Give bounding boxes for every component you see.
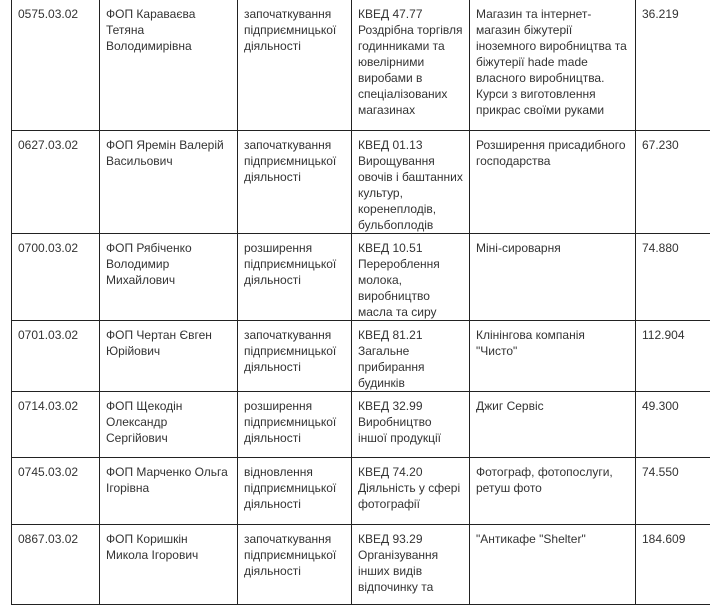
table-row — [12, 0, 710, 131]
table-row — [12, 321, 710, 392]
cell-project: Розширення присадибного господарства — [470, 131, 636, 234]
cell-project: Джиг Сервіс — [470, 392, 636, 458]
grants-table — [11, 0, 710, 605]
cell-name: ФОП Яремін Валерій Васильович — [100, 131, 238, 234]
cell-purpose: започаткування підприємницької діяльності — [238, 131, 352, 234]
cell-code: 0701.03.02 — [12, 321, 100, 392]
cell-purpose: започаткування підприємницької діяльності — [238, 525, 352, 605]
cell-kved: КВЕД 32.99 Виробництво іншої продукції — [352, 392, 470, 458]
cell-kved: КВЕД 10.51 Перероблення молока, виробництво масла та сиру — [352, 234, 470, 321]
table-row — [12, 458, 710, 525]
cell-amount: 36.219 — [636, 0, 710, 131]
cell-project: Міні-сироварня — [470, 234, 636, 321]
cell-project: "Антикафе "Shelter" — [470, 525, 636, 605]
cell-project: Магазин та інтернет-магазин біжутерії іноземного виробництва та біжутерії hade made власного виробництва. Курси з виготовлення прикрас своїми руками — [470, 0, 636, 131]
cell-amount: 49.300 — [636, 392, 710, 458]
cell-code: 0745.03.02 — [12, 458, 100, 525]
cell-code: 0627.03.02 — [12, 131, 100, 234]
cell-code: 0700.03.02 — [12, 234, 100, 321]
cell-name: ФОП Щекодін Олександр Сергійович — [100, 392, 238, 458]
table-row — [12, 234, 710, 321]
table-row — [12, 392, 710, 458]
cell-name: ФОП Караваєва Тетяна Володимирівна — [100, 0, 238, 131]
cell-name: ФОП Чертан Євген Юрійович — [100, 321, 238, 392]
cell-purpose: започаткування підприємницької діяльності — [238, 0, 352, 131]
cell-kved: КВЕД 74.20 Діяльність у сфері фотографії — [352, 458, 470, 525]
cell-project: Клінінгова компанія "Чисто" — [470, 321, 636, 392]
cell-purpose: відновлення підприємницької діяльності — [238, 458, 352, 525]
cell-purpose: започаткування підприємницької діяльності — [238, 321, 352, 392]
cell-code: 0867.03.02 — [12, 525, 100, 605]
cell-name: ФОП Коришкін Микола Ігорович — [100, 525, 238, 605]
cell-amount: 184.609 — [636, 525, 710, 605]
cell-kved: КВЕД 47.77 Роздрібна торгівля годинниками та ювелірними виробами в спеціалізованих магазинах — [352, 0, 470, 131]
cell-amount: 67.230 — [636, 131, 710, 234]
cell-purpose: розширення підприємницької діяльності — [238, 234, 352, 321]
cell-purpose: розширення підприємницької діяльності — [238, 392, 352, 458]
cell-name: ФОП Марченко Ольга Ігорівна — [100, 458, 238, 525]
cell-amount: 112.904 — [636, 321, 710, 392]
table-row — [12, 525, 710, 605]
cell-project: Фотограф, фотопослуги, ретуш фото — [470, 458, 636, 525]
cell-amount: 74.880 — [636, 234, 710, 321]
table-row — [12, 131, 710, 234]
cell-code: 0714.03.02 — [12, 392, 100, 458]
cell-kved: КВЕД 93.29 Організування інших видів відпочинку та — [352, 525, 470, 605]
cell-kved: КВЕД 81.21 Загальне прибирання будинків — [352, 321, 470, 392]
cell-name: ФОП Рябіченко Володимир Михайлович — [100, 234, 238, 321]
cell-code: 0575.03.02 — [12, 0, 100, 131]
cell-kved: КВЕД 01.13 Вирощування овочів і баштанних культур, коренеплодів, бульбоплодів — [352, 131, 470, 234]
cell-amount: 74.550 — [636, 458, 710, 525]
